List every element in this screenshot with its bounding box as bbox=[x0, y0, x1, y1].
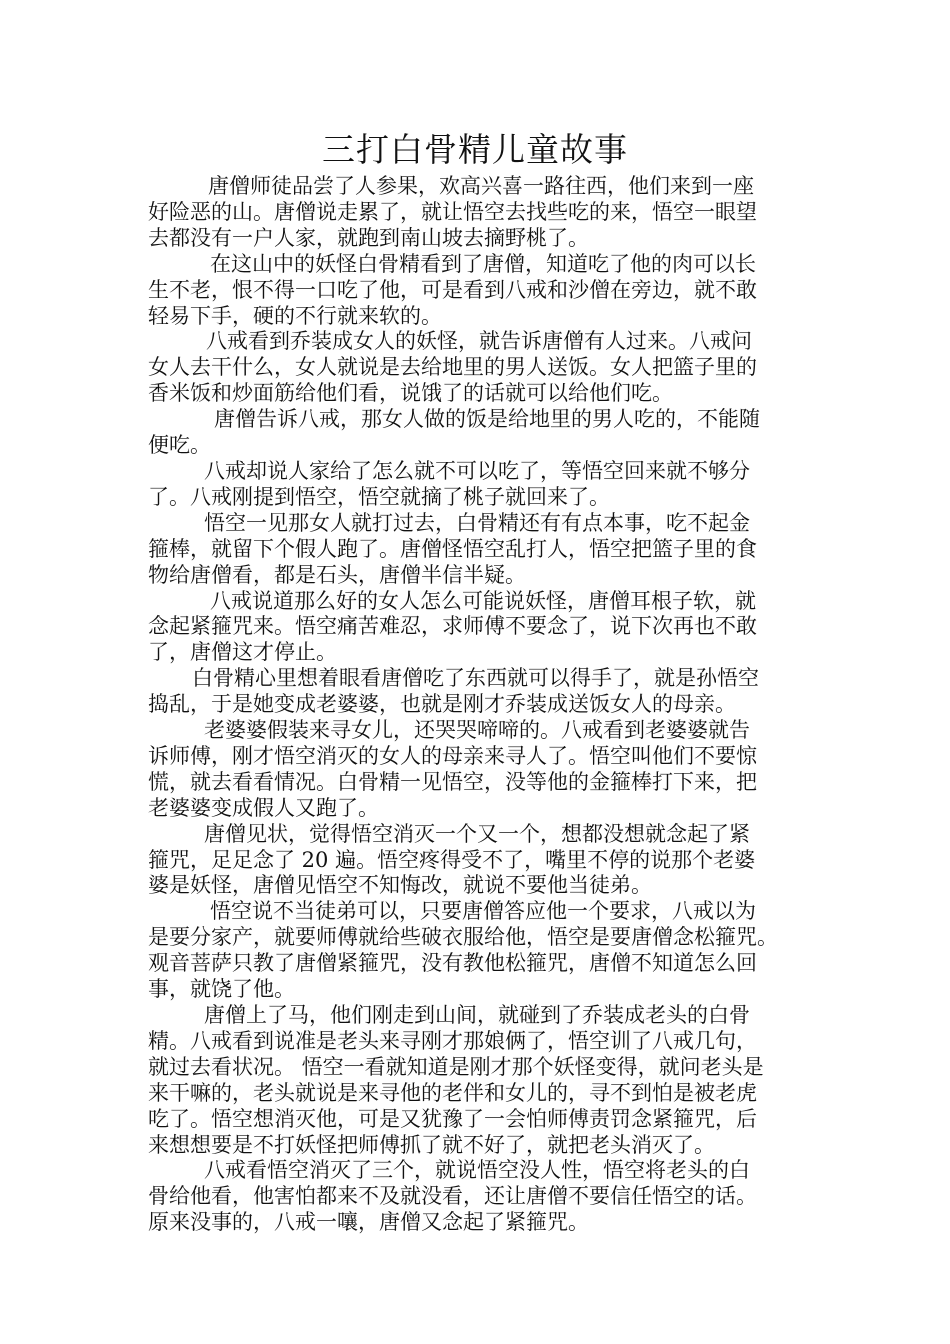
story-paragraph bbox=[148, 589, 818, 667]
paragraph-line: 唐僧见状，觉得悟空消灭一个又一个，想都没想就念起了紧 bbox=[204, 821, 750, 846]
story-paragraph bbox=[148, 718, 818, 822]
paragraph-line: 香米饭和炒面筋给他们看，说饿了的话就可以给他们吃。 bbox=[148, 381, 673, 406]
paragraph-line: 来干嘛的，老头就说是来寻他的老伴和女儿的，寻不到怕是被老虎 bbox=[148, 1080, 757, 1105]
paragraph-line: 诉师傅，刚才悟空消灭的女人的母亲来寻人了。悟空叫他们不要惊 bbox=[148, 743, 757, 768]
story-paragraph bbox=[148, 899, 818, 1003]
paragraph-line: 八戒说道那么好的女人怎么可能说妖怪，唐僧耳根子软，就 bbox=[210, 588, 756, 613]
paragraph-line: 老婆婆假装来寻女儿，还哭哭啼啼的。八戒看到老婆婆就告 bbox=[204, 718, 750, 743]
story-paragraph bbox=[148, 822, 818, 900]
story-paragraph bbox=[148, 459, 818, 511]
paragraph-line: 婆是妖怪，唐僧见悟空不知悔改，就说不要他当徒弟。 bbox=[148, 873, 652, 898]
paragraph-line: 轻易下手，硬的不行就来软的。 bbox=[148, 303, 442, 328]
paragraph-line: 在这山中的妖怪白骨精看到了唐僧，知道吃了他的肉可以长 bbox=[210, 251, 756, 276]
paragraph-line: 八戒却说人家给了怎么就不可以吃了，等悟空回来就不够分 bbox=[204, 458, 750, 483]
story-paragraph bbox=[148, 174, 818, 252]
paragraph-line: 物给唐僧看，都是石头，唐僧半信半疑。 bbox=[148, 562, 526, 587]
story-paragraph bbox=[148, 511, 818, 589]
paragraph-line: 生不老，恨不得一口吃了他，可是看到八戒和沙僧在旁边，就不敢 bbox=[148, 277, 757, 302]
paragraph-line: 骨给他看，他害怕都来不及就没看，还让唐僧不要信任悟空的话。 bbox=[148, 1184, 757, 1209]
paragraph-line: 悟空说不当徒弟可以，只要唐僧答应他一个要求，八戒以为 bbox=[210, 899, 756, 924]
story-paragraph bbox=[148, 1003, 818, 1158]
story-body bbox=[148, 174, 818, 1236]
paragraph-line: 唐僧告诉八戒，那女人做的饭是给地里的男人吃的，不能随 bbox=[214, 407, 760, 432]
paragraph-line: 原来没事的，八戒一嚷，唐僧又念起了紧箍咒。 bbox=[148, 1210, 589, 1235]
paragraph-line: 八戒看悟空消灭了三个，就说悟空没人性，悟空将老头的白 bbox=[204, 1158, 750, 1183]
paragraph-line: 事，就饶了他。 bbox=[148, 977, 295, 1002]
paragraph-line: 八戒看到乔装成女人的妖怪，就告诉唐僧有人过来。八戒问 bbox=[206, 329, 752, 354]
paragraph-line: 捣乱，于是她变成老婆婆，也就是刚才乔装成送饭女人的母亲。 bbox=[148, 692, 736, 717]
paragraph-line: 老婆婆变成假人又跑了。 bbox=[148, 795, 379, 820]
paragraph-line: 箍咒，足足念了 20 遍。悟空疼得受不了，嘴里不停的说那个老婆 bbox=[148, 847, 756, 872]
paragraph-line: 来想想要是不打妖怪把师傅抓了就不好了，就把老头消灭了。 bbox=[148, 1132, 715, 1157]
paragraph-line: 好险恶的山。唐僧说走累了，就让悟空去找些吃的来，悟空一眼望 bbox=[148, 199, 757, 224]
story-paragraph bbox=[148, 1158, 818, 1236]
paragraph-line: 唐僧上了马，他们刚走到山间，就碰到了乔装成老头的白骨 bbox=[204, 1003, 750, 1027]
paragraph-line: 箍棒，就留下个假人跑了。唐僧怪悟空乱打人，悟空把篮子里的食 bbox=[148, 536, 757, 561]
story-paragraph bbox=[148, 407, 818, 459]
paragraph-line: 慌，就去看看情况。白骨精一见悟空，没等他的金箍棒打下来，把 bbox=[148, 769, 757, 794]
paragraph-line: 女人去干什么，女人就说是去给地里的男人送饭。女人把篮子里的 bbox=[148, 355, 757, 380]
paragraph-line: 唐僧师徒品尝了人参果，欢高兴喜一路往西，他们来到一座 bbox=[208, 174, 754, 198]
paragraph-line: 去都没有一户人家，就跑到南山坡去摘野桃了。 bbox=[148, 225, 589, 250]
story-paragraph bbox=[148, 329, 818, 407]
paragraph-line: 就过去看状况。 悟空一看就知道是刚才那个妖怪变得，就问老头是 bbox=[148, 1054, 764, 1079]
document-title: 三打白骨精儿童故事 bbox=[322, 130, 628, 169]
paragraph-line: 是要分家产，就要师傅就给些破衣服给他，悟空是要唐僧念松箍咒。 bbox=[148, 925, 778, 950]
story-paragraph bbox=[148, 666, 818, 718]
paragraph-line: 便吃。 bbox=[148, 433, 211, 458]
paragraph-line: 了。八戒刚提到悟空，悟空就摘了桃子就回来了。 bbox=[148, 484, 610, 509]
paragraph-line: 念起紧箍咒来。悟空痛苦难忍，求师傅不要念了，说下次再也不敢 bbox=[148, 614, 757, 639]
story-paragraph bbox=[148, 252, 818, 330]
paragraph-line: 白骨精心里想着眼看唐僧吃了东西就可以得手了，就是孙悟空 bbox=[192, 666, 759, 691]
paragraph-line: 悟空一见那女人就打过去，白骨精还有有点本事，吃不起金 bbox=[204, 510, 750, 535]
paragraph-line: 了，唐僧这才停止。 bbox=[148, 640, 337, 665]
paragraph-line: 观音菩萨只教了唐僧紧箍咒，没有教他松箍咒，唐僧不知道怎么回 bbox=[148, 951, 757, 976]
paragraph-line: 吃了。悟空想消灭他，可是又犹豫了一会怕师傅责罚念紧箍咒，后 bbox=[148, 1106, 757, 1131]
paragraph-line: 精。八戒看到说准是老头来寻刚才那娘俩了，悟空训了八戒几句， bbox=[148, 1028, 757, 1053]
